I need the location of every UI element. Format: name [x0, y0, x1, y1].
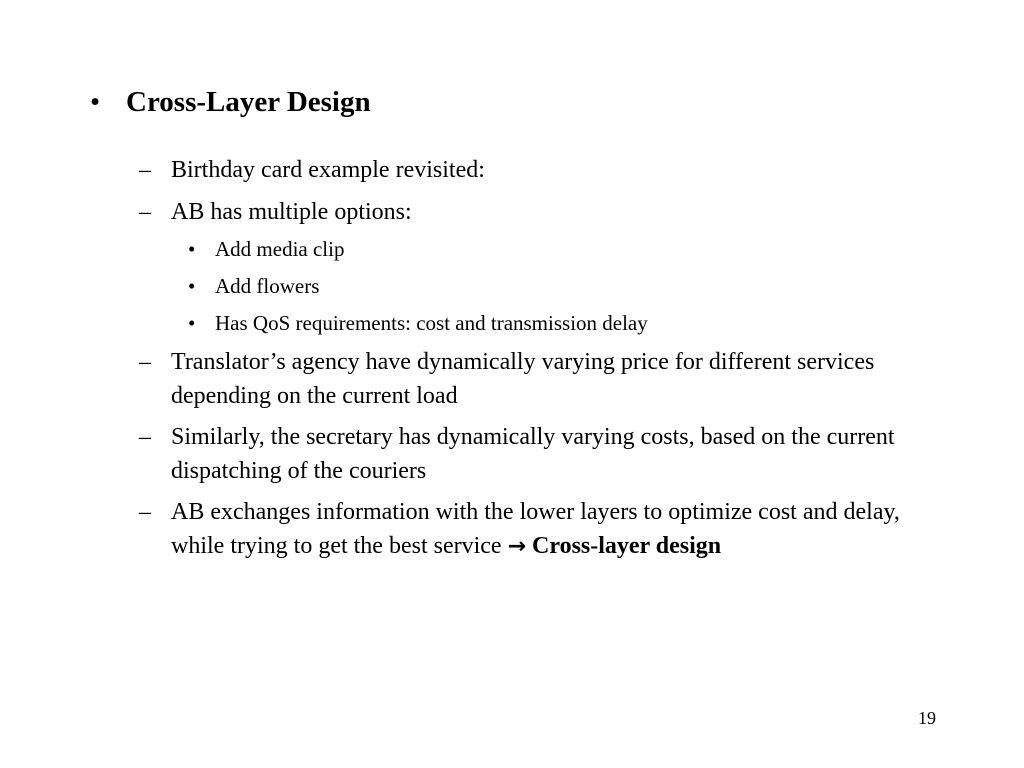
list-item — [139, 420, 939, 488]
list-item — [139, 345, 939, 413]
list-item-text: Birthday card example revisited: — [171, 157, 485, 183]
list-item-text — [171, 495, 931, 564]
final-item-text: AB exchanges information with the lower layers to optimize cost and delay, while trying to get the best service — [171, 499, 900, 559]
bullet-icon: • — [188, 237, 196, 261]
arrow-right-icon: → — [507, 534, 527, 559]
list-item — [139, 195, 939, 229]
sub-list-item-text: Has QoS requirements: cost and transmission delay — [215, 311, 648, 335]
list-item-text: AB has multiple options: — [171, 199, 412, 225]
dash-icon: – — [139, 424, 151, 450]
list-item — [139, 153, 939, 187]
dash-icon: – — [139, 499, 151, 525]
bullet-icon: • — [90, 86, 101, 118]
title-text: Cross-Layer Design — [126, 86, 371, 118]
emphasis-text: Cross-layer design — [532, 533, 722, 559]
page-number: 19 — [918, 708, 936, 728]
list-item-text: Translator’s agency have dynamically varying price for different services depending on the current load — [171, 349, 875, 409]
list-item-text: Similarly, the secretary has dynamically varying costs, based on the current dispatching of the couriers — [171, 424, 895, 484]
sub-list-item-text: Add flowers — [215, 274, 320, 298]
dash-icon: – — [139, 199, 151, 225]
bullet-icon: • — [188, 311, 196, 335]
dash-icon: – — [139, 157, 151, 183]
list-item — [139, 495, 939, 564]
dash-icon: – — [139, 349, 151, 375]
sub-list-item-text: Add media clip — [215, 237, 345, 261]
bullet-icon: • — [188, 274, 196, 298]
